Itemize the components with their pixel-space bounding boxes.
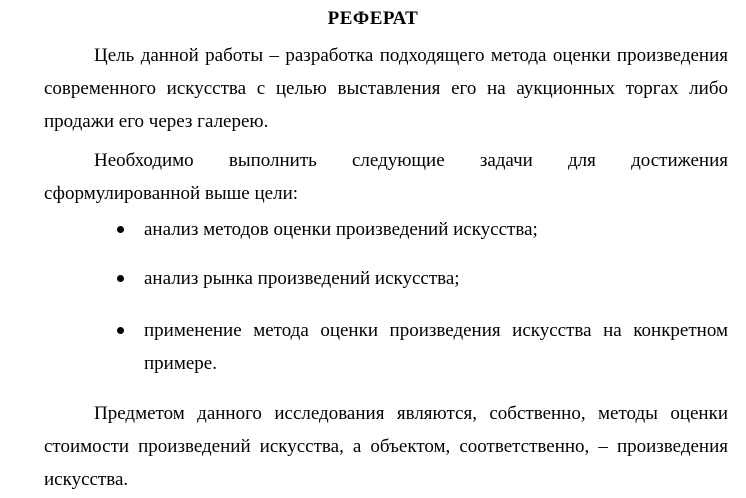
- list-item: [117, 262, 728, 295]
- list-item: [117, 314, 728, 380]
- paragraph-subject: Предметом данного исследования являются, собственно, методы оценки стоимости произведений искусства, а объектом, соответственно, – произведения искусства.: [44, 403, 728, 490]
- paragraph-tasks-intro: Необходимо выполнить следующие задачи для достижения сформулированной выше цели:: [44, 150, 728, 204]
- bullet-icon: [117, 226, 124, 233]
- list-item-text: применение метода оценки произведения искусства на конкретном примере.: [144, 320, 728, 374]
- list-item: [117, 213, 728, 246]
- bullet-icon: [117, 275, 124, 282]
- list-item-text: анализ методов оценки произведений искусства;: [144, 219, 538, 240]
- bullet-icon: [117, 327, 124, 334]
- document-title: РЕФЕРАТ: [327, 8, 419, 29]
- list-item-text: анализ рынка произведений искусства;: [144, 268, 460, 289]
- paragraph-goal: Цель данной работы – разработка подходящего метода оценки произведения современного искусства с целью выставления его на аукционных торгах либо продажи его через галерею.: [44, 45, 728, 132]
